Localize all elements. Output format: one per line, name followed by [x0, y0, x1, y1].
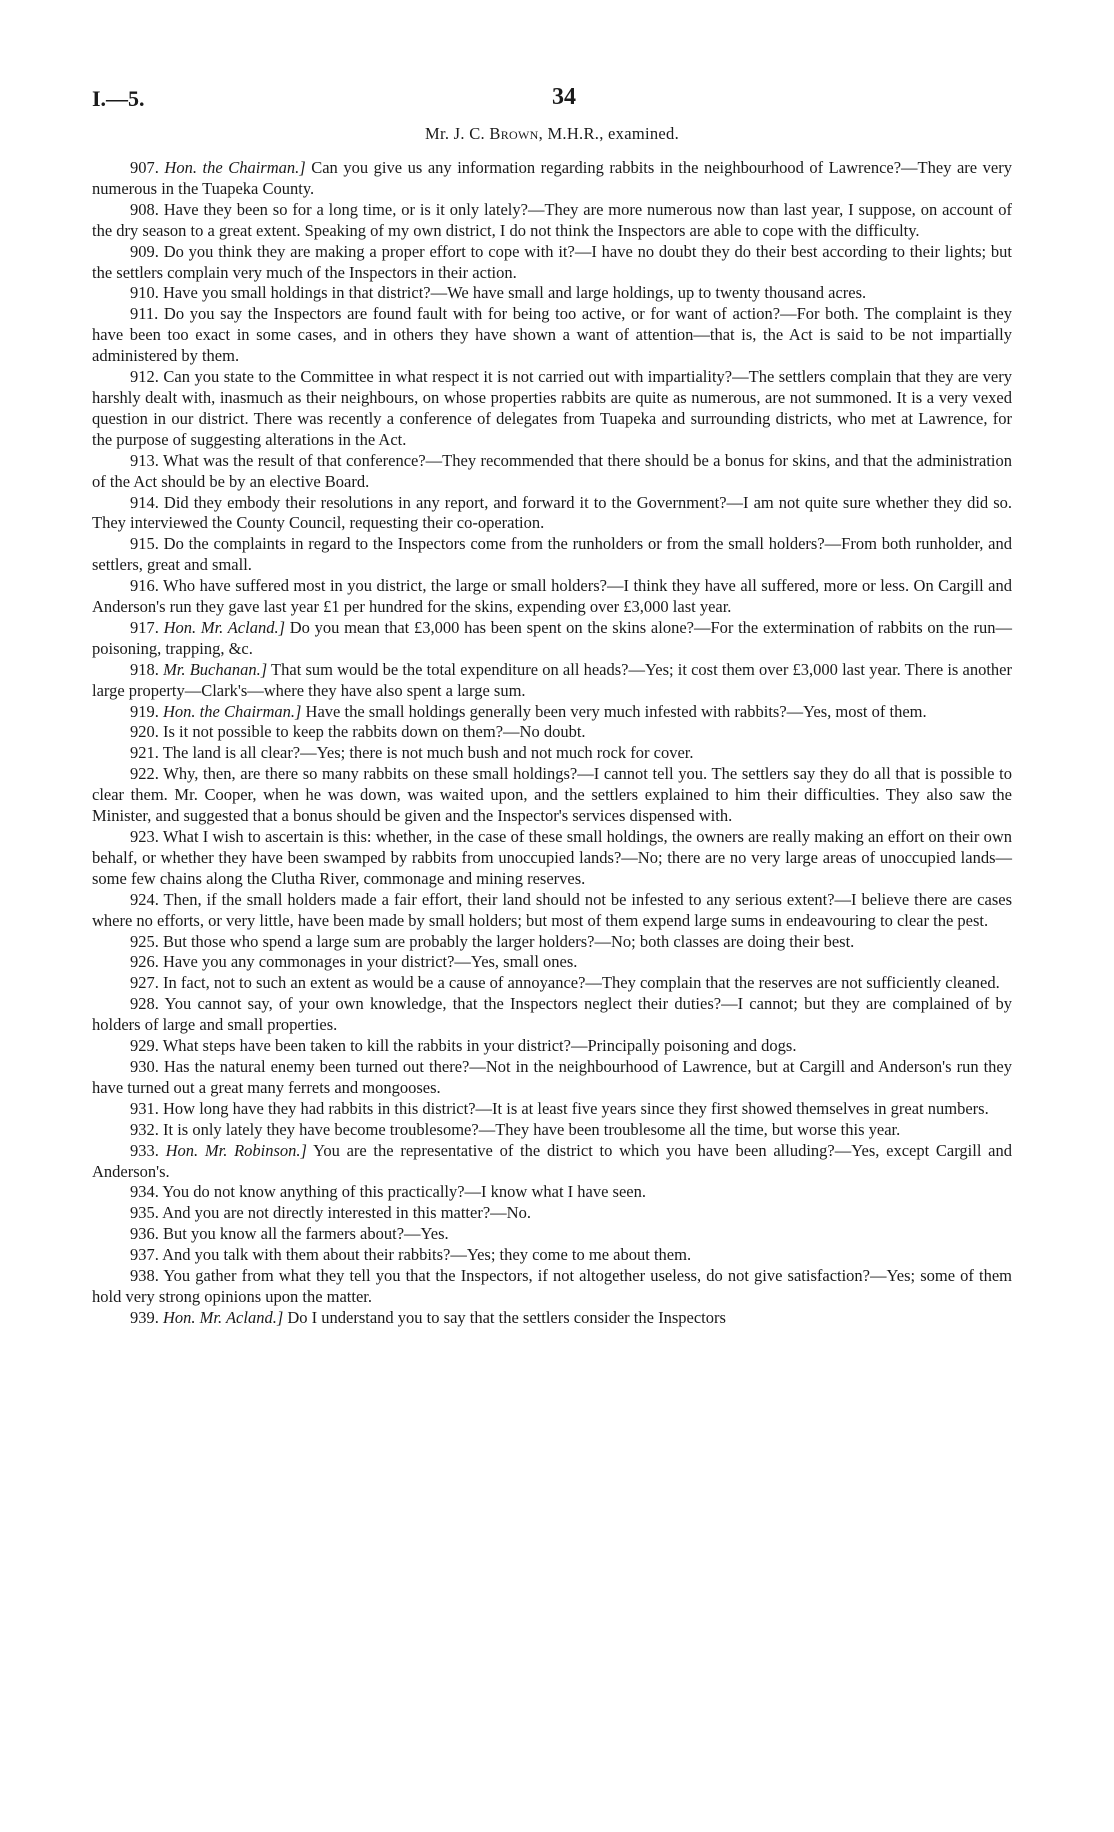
question-number: 911. [130, 304, 159, 324]
qa-text: Is it not possible to keep the rabbits down on them?—No doubt. [163, 722, 586, 742]
qa-text: You are the representative of the district to which you have been alluding?—Yes, except Cargill and Anderson's. [92, 1140, 1012, 1181]
question-number: 919. [130, 701, 159, 721]
speaker-name: Hon. Mr. Robinson.] [165, 1140, 307, 1160]
qa-paragraph [92, 932, 1012, 953]
question-number: 931. [130, 1098, 159, 1118]
qa-paragraph [92, 618, 1012, 660]
qa-text: It is only lately they have become troublesome?—They have been troublesome all the time, but worse this year. [163, 1119, 901, 1139]
witness-surname: Brown [489, 124, 539, 143]
qa-text: You cannot say, of your own knowledge, that the Inspectors neglect their duties?—I cannot; but they are complained of by holders of large and small properties. [92, 994, 1012, 1035]
qa-text: What I wish to ascertain is this: whether, in the case of these small holdings, the owners are really making an effort on their own behalf, or whether they have been swamped by rabbits from unoccupied lands?—No; there are no very large areas of unoccupied lands—some few chains along the Clutha River, commonage and mining reserves. [92, 827, 1013, 888]
question-number: 937. [130, 1245, 159, 1265]
qa-paragraph [92, 722, 1012, 743]
qa-paragraph [92, 994, 1012, 1036]
qa-paragraph [92, 1099, 1012, 1120]
qa-text: What steps have been taken to kill the rabbits in your district?—Principally poisoning and dogs. [162, 1036, 797, 1056]
qa-paragraph [92, 534, 1012, 576]
question-number: 916. [130, 576, 159, 596]
qa-paragraph [92, 660, 1012, 702]
qa-text: How long have they had rabbits in this district?—It is at least five years since they first showed themselves in great numbers. [163, 1098, 989, 1118]
question-number: 936. [130, 1224, 159, 1244]
speaker-name: Hon. Mr. Acland.] [163, 617, 286, 637]
qa-paragraph [92, 1057, 1012, 1099]
question-number: 920. [130, 722, 159, 742]
qa-paragraph [92, 576, 1012, 618]
examination-transcript [92, 158, 1012, 1329]
qa-text: Have you small holdings in that district?—We have small and large holdings, up to twenty thousand acres. [163, 283, 867, 303]
witness-name-prefix: Mr. J. C. [424, 124, 485, 143]
question-number: 930. [130, 1056, 159, 1076]
qa-text: In fact, not to such an extent as would be a cause of annoyance?—They complain that the reserves are not sufficiently cleaned. [163, 973, 1000, 993]
qa-paragraph [92, 493, 1012, 535]
question-number: 918. [130, 659, 159, 679]
speaker-name: Hon. the Chairman.] [164, 158, 306, 177]
qa-text: That sum would be the total expenditure on all heads?—Yes; it cost them over £3,000 last year. There is another large property—Clark's—where they have also spent a large sum. [92, 659, 1012, 700]
qa-paragraph [92, 1224, 1012, 1245]
qa-text: Have you any commonages in your district?—Yes, small ones. [163, 952, 578, 972]
question-number: 914. [130, 492, 159, 512]
parliamentary-paper-reference: I.—5. [92, 86, 145, 111]
witness-name-suffix: , M.H.R., examined. [538, 124, 680, 143]
qa-paragraph [92, 973, 1012, 994]
qa-text: You do not know anything of this practically?—I know what I have seen. [162, 1182, 646, 1202]
question-number: 933. [130, 1140, 159, 1160]
qa-paragraph [92, 764, 1012, 827]
question-number: 929. [130, 1036, 159, 1056]
document-page [92, 78, 1012, 1329]
question-number: 938. [130, 1266, 159, 1286]
qa-paragraph [92, 304, 1012, 367]
qa-paragraph [92, 743, 1012, 764]
qa-paragraph [92, 158, 1012, 200]
speaker-name: Hon. the Chairman.] [163, 701, 302, 721]
speaker-name: Mr. Buchanan.] [163, 659, 268, 679]
qa-paragraph [92, 1141, 1012, 1183]
qa-text: Have they been so for a long time, or is it only lately?—They are more numerous now than last year, I suppose, on account of the dry season to a great extent. Speaking of my own district, I do not think the Inspectors are able to cope with the difficulty. [92, 199, 1013, 240]
qa-paragraph [92, 367, 1012, 451]
speaker-name: Hon. Mr. Acland.] [163, 1307, 284, 1327]
qa-paragraph [92, 702, 1012, 723]
qa-paragraph [92, 827, 1012, 890]
question-number: 909. [130, 241, 159, 261]
qa-text: But you know all the farmers about?—Yes. [163, 1224, 449, 1244]
question-number: 924. [130, 889, 159, 909]
qa-paragraph [92, 451, 1012, 493]
qa-text: What was the result of that conference?—They recommended that there should be a bonus for skins, and that the administration of the Act should be by an elective Board. [92, 450, 1012, 491]
qa-text: Do the complaints in regard to the Inspectors come from the runholders or from the small holders?—From both runholder, and settlers, great and small. [92, 534, 1013, 575]
question-number: 907. [130, 158, 159, 177]
qa-text: Do I understand you to say that the settlers consider the Inspectors [283, 1307, 726, 1327]
question-number: 934. [130, 1182, 159, 1202]
witness-heading [92, 124, 1012, 144]
question-number: 912. [130, 367, 159, 387]
qa-paragraph [92, 200, 1012, 242]
question-number: 923. [130, 827, 159, 846]
question-number: 932. [130, 1119, 159, 1139]
question-number: 917. [130, 617, 159, 637]
question-number: 910. [130, 283, 159, 303]
qa-paragraph [92, 283, 1012, 304]
qa-text: The land is all clear?—Yes; there is not much bush and not much rock for cover. [162, 743, 694, 763]
question-number: 926. [130, 952, 159, 972]
qa-text: Can you give us any information regarding rabbits in the neighbourhood of Lawrence?—They are very numerous in the Tuapeka County. [92, 158, 1012, 198]
qa-text: Can you state to the Committee in what respect it is not carried out with impartiality?—The settlers complain that they are very harshly dealt with, inasmuch as their neighbours, on whose properties rabbits are quite as numerous, are not summoned. It is a very vexed question in our district. There was recently a conference of delegates from Tuapeka and surrounding districts, who met at Lawrence, for the purpose of suggesting alterations in the Act. [92, 367, 1012, 449]
qa-text: Did they embody their resolutions in any report, and forward it to the Government?—I am not quite sure whether they did so. They interviewed the County Council, requesting their co-operation. [92, 492, 1012, 533]
question-number: 928. [130, 994, 159, 1014]
qa-paragraph [92, 1182, 1012, 1203]
qa-text: And you are not directly interested in this matter?—No. [162, 1203, 531, 1223]
question-number: 935. [130, 1203, 159, 1223]
qa-text: Have the small holdings generally been very much infested with rabbits?—Yes, most of them. [301, 701, 927, 721]
question-number: 927. [130, 973, 159, 993]
qa-text: Who have suffered most in you district, the large or small holders?—I think they have all suffered, more or less. On Cargill and Anderson's run they gave last year £1 per hundred for the skins, expending over £3,000 last year. [92, 576, 1013, 617]
question-number: 925. [130, 931, 159, 951]
question-number: 913. [130, 450, 159, 470]
page-header [92, 78, 1012, 118]
qa-text: But those who spend a large sum are probably the larger holders?—No; both classes are doing their best. [163, 931, 855, 951]
qa-text: Do you say the Inspectors are found fault with for being too active, or for want of action?—For both. The complaint is they have been too exact in some cases, and in others they have shown a want of attention—that is, the Act is said to be not impartially administered by them. [92, 304, 1012, 366]
qa-paragraph [92, 1036, 1012, 1057]
qa-paragraph [92, 1120, 1012, 1141]
question-number: 908. [130, 199, 159, 219]
qa-text: Then, if the small holders made a fair effort, their land should not be infested to any serious extent?—I believe there are cases where no efforts, or very little, have been made by small holders; but most of them expend large sums in endeavouring to clear the pest. [92, 889, 1012, 930]
qa-text: Has the natural enemy been turned out there?—Not in the neighbourhood of Lawrence, but at Cargill and Anderson's run they have turned out a great many ferrets and mongooses. [92, 1056, 1013, 1097]
qa-paragraph [92, 242, 1012, 284]
qa-paragraph [92, 1266, 1012, 1308]
question-number: 915. [130, 534, 159, 554]
page-number: 34 [552, 84, 576, 110]
question-number: 939. [130, 1307, 159, 1327]
qa-paragraph [92, 1308, 1012, 1329]
qa-paragraph [92, 1245, 1012, 1266]
qa-paragraph [92, 1203, 1012, 1224]
qa-text: Do you think they are making a proper effort to cope with it?—I have no doubt they do their best according to their lights; but the settlers complain very much of the Inspectors in their action. [92, 241, 1012, 282]
question-number: 921. [130, 743, 159, 763]
qa-paragraph [92, 952, 1012, 973]
qa-paragraph [92, 890, 1012, 932]
qa-text: Do you mean that £3,000 has been spent on the skins alone?—For the extermination of rabbits on the run—poisoning, trapping, &c. [92, 617, 1012, 658]
question-number: 922. [130, 764, 159, 784]
qa-text: Why, then, are there so many rabbits on these small holdings?—I cannot tell you. The settlers say they do all that is possible to clear them. Mr. Cooper, when he was down, was waited upon, and the settlers explained to him their difficulties. They also saw the Minister, and suggested that a bonus should be given and the Inspector's services dispensed with. [92, 764, 1013, 826]
qa-text: And you talk with them about their rabbits?—Yes; they come to me about them. [162, 1245, 692, 1265]
qa-text: You gather from what they tell you that the Inspectors, if not altogether useless, do not give satisfaction?—Yes; some of them hold very strong opinions upon the matter. [92, 1266, 1013, 1306]
